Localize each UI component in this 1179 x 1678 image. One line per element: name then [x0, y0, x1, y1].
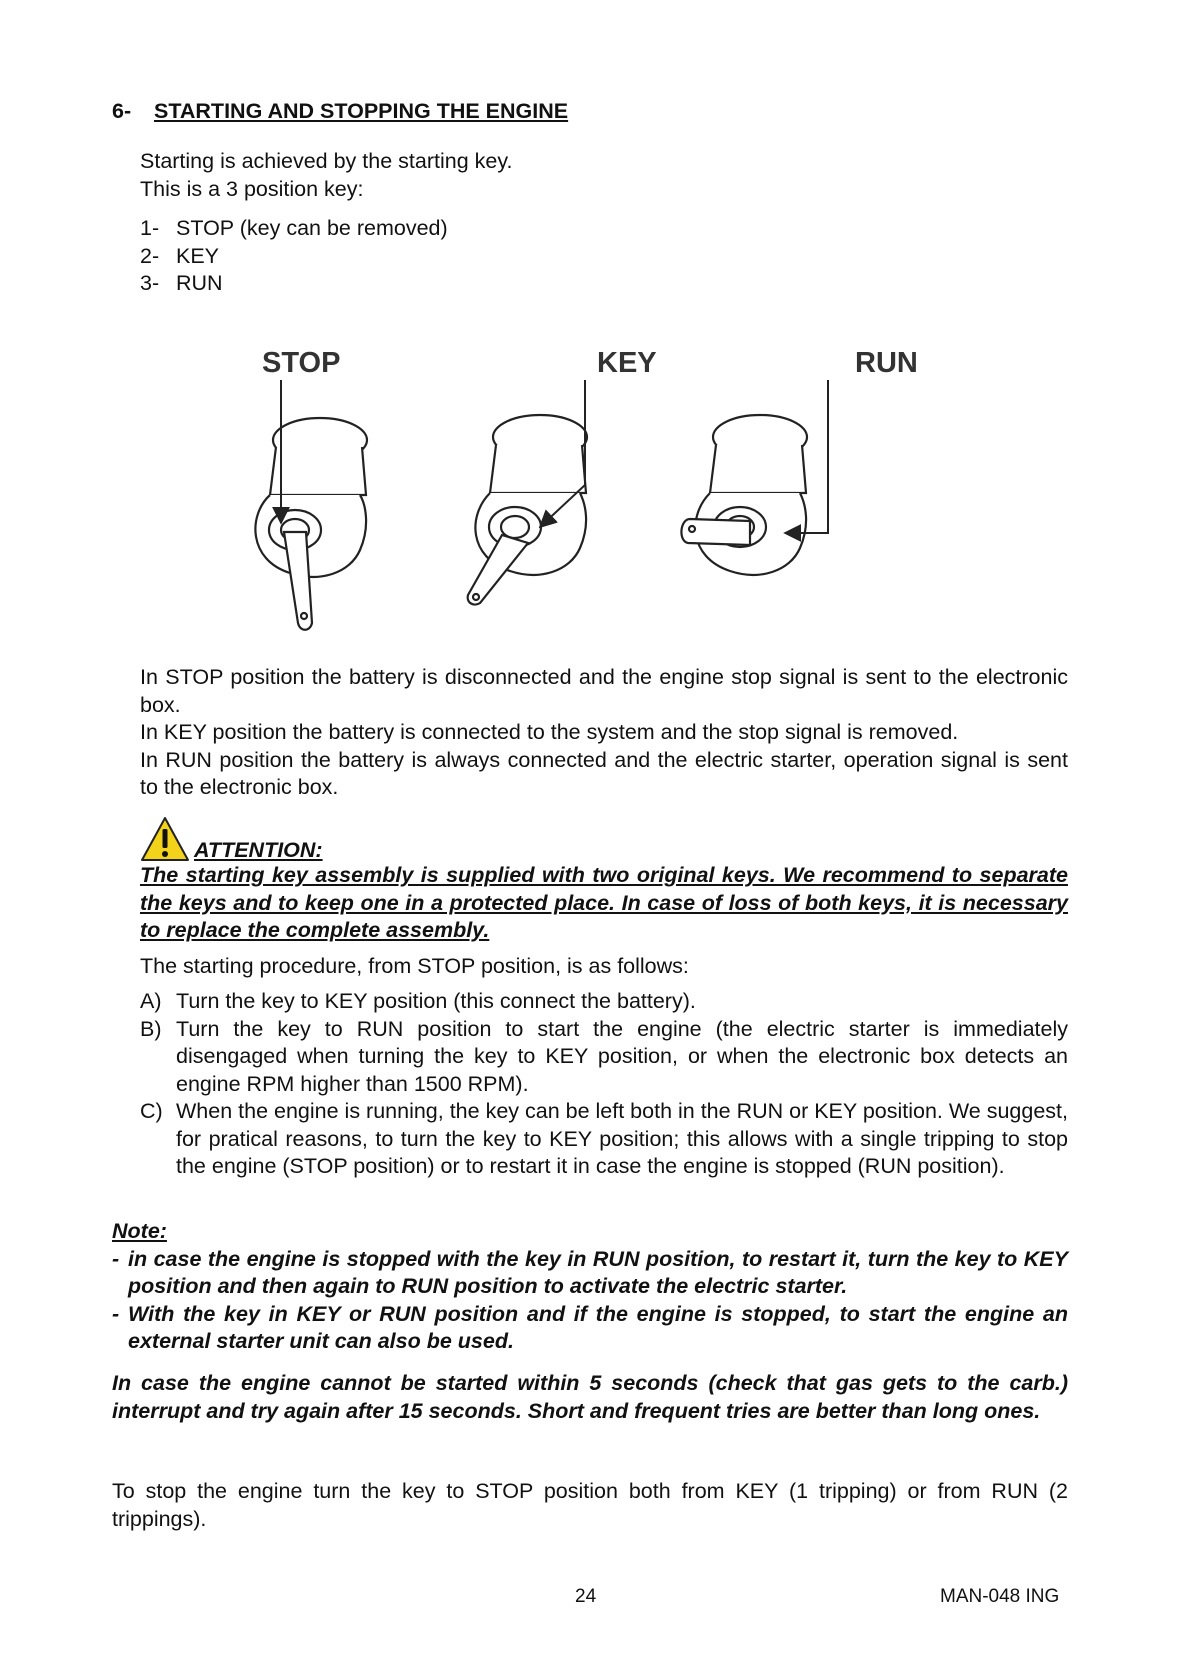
switch-run [681, 415, 807, 575]
switch-key [468, 415, 587, 605]
list-item [140, 1098, 1068, 1181]
procedure-intro: The starting procedure, from STOP position, is as follows: [140, 954, 689, 978]
step-label: B) [140, 1016, 162, 1041]
list-item [140, 988, 1068, 1016]
note-text: in case the engine is stopped with the key in RUN position, to restart it, turn the key to KEY position and then again to RUN position to activate the electric starter. [128, 1246, 1068, 1298]
document-id: MAN-048 ING [940, 1586, 1060, 1607]
procedure-steps [140, 988, 1068, 1181]
note-text: With the key in KEY or RUN position and if the engine is stopped, to start the engine an external starter unit can also be used. [128, 1301, 1068, 1353]
list-item [112, 1301, 1068, 1356]
warning-triangle-icon [140, 816, 190, 862]
step-text: When the engine is running, the key can be left both in the RUN or KEY position. We suggest, for pratical reasons, to turn the key to KEY position; this allows with a single tripping to stop the engine (STOP position) or to restart it in case the engine is stopped (RUN position). [176, 1099, 1068, 1178]
list-text: RUN [176, 271, 223, 295]
intro-line: Starting is achieved by the starting key. [140, 149, 513, 173]
key-positions-figure [240, 345, 960, 635]
switch-stop [255, 418, 367, 630]
section-number: 6- [112, 99, 132, 123]
attention-box [140, 810, 1068, 945]
attention-header [140, 810, 1068, 862]
description-paragraph: In RUN position the battery is always connected and the electric starter, operation signal is sent to the electronic box. [140, 747, 1068, 799]
attention-title: ATTENTION: [194, 837, 323, 862]
list-item [140, 270, 448, 298]
page-number: 24 [575, 1586, 597, 1607]
step-text: Turn the key to KEY position (this connect the battery). [176, 989, 696, 1013]
list-number: 1- [140, 216, 160, 240]
label-stop: STOP [262, 347, 341, 379]
position-description [140, 664, 1068, 802]
list-item [140, 215, 448, 243]
intro-text [140, 148, 512, 203]
description-paragraph: In KEY position the battery is connected to the system and the stop signal is removed. [140, 720, 959, 744]
list-text: STOP (key can be removed) [176, 216, 448, 240]
section-title: STARTING AND STOPPING THE ENGINE [154, 99, 569, 123]
intro-line: This is a 3 position key: [140, 176, 364, 201]
note-title: Note: [112, 1219, 167, 1243]
list-item [140, 243, 448, 271]
key-position-list [140, 215, 448, 298]
stop-instructions: To stop the engine turn the key to STOP position both from KEY (1 tripping) or from RUN (2 trippings). [112, 1479, 1068, 1531]
retry-note: In case the engine cannot be started within 5 seconds (check that gas gets to the carb.) interrupt and try again after 15 seconds. Short and frequent tries are better than long ones. [112, 1371, 1068, 1423]
note-dash: - [112, 1246, 120, 1271]
list-item [140, 1016, 1068, 1099]
description-paragraph: In STOP position the battery is disconnected and the engine stop signal is sent to the electronic box. [140, 665, 1068, 717]
label-run: RUN [855, 347, 918, 379]
list-number: 3- [140, 271, 160, 295]
step-text: Turn the key to RUN position to start the engine (the electric starter is immediately disengaged when turning the key to KEY position, or when the electronic box detects an engine RPM higher than 1500 RPM). [176, 1016, 1068, 1096]
section-heading [112, 98, 568, 126]
attention-text: The starting key assembly is supplied with two original keys. We recommend to separate the keys and to keep one in a protected place. In case of loss of both keys, it is necessary to replace the complete assembly. [140, 863, 1068, 942]
list-item [112, 1246, 1068, 1301]
list-number: 2- [140, 243, 160, 268]
note-dash: - [112, 1301, 120, 1326]
note-block [112, 1218, 1068, 1356]
label-key: KEY [597, 347, 657, 379]
step-label: A) [140, 989, 162, 1013]
step-label: C) [140, 1099, 163, 1123]
list-text: KEY [176, 243, 220, 268]
